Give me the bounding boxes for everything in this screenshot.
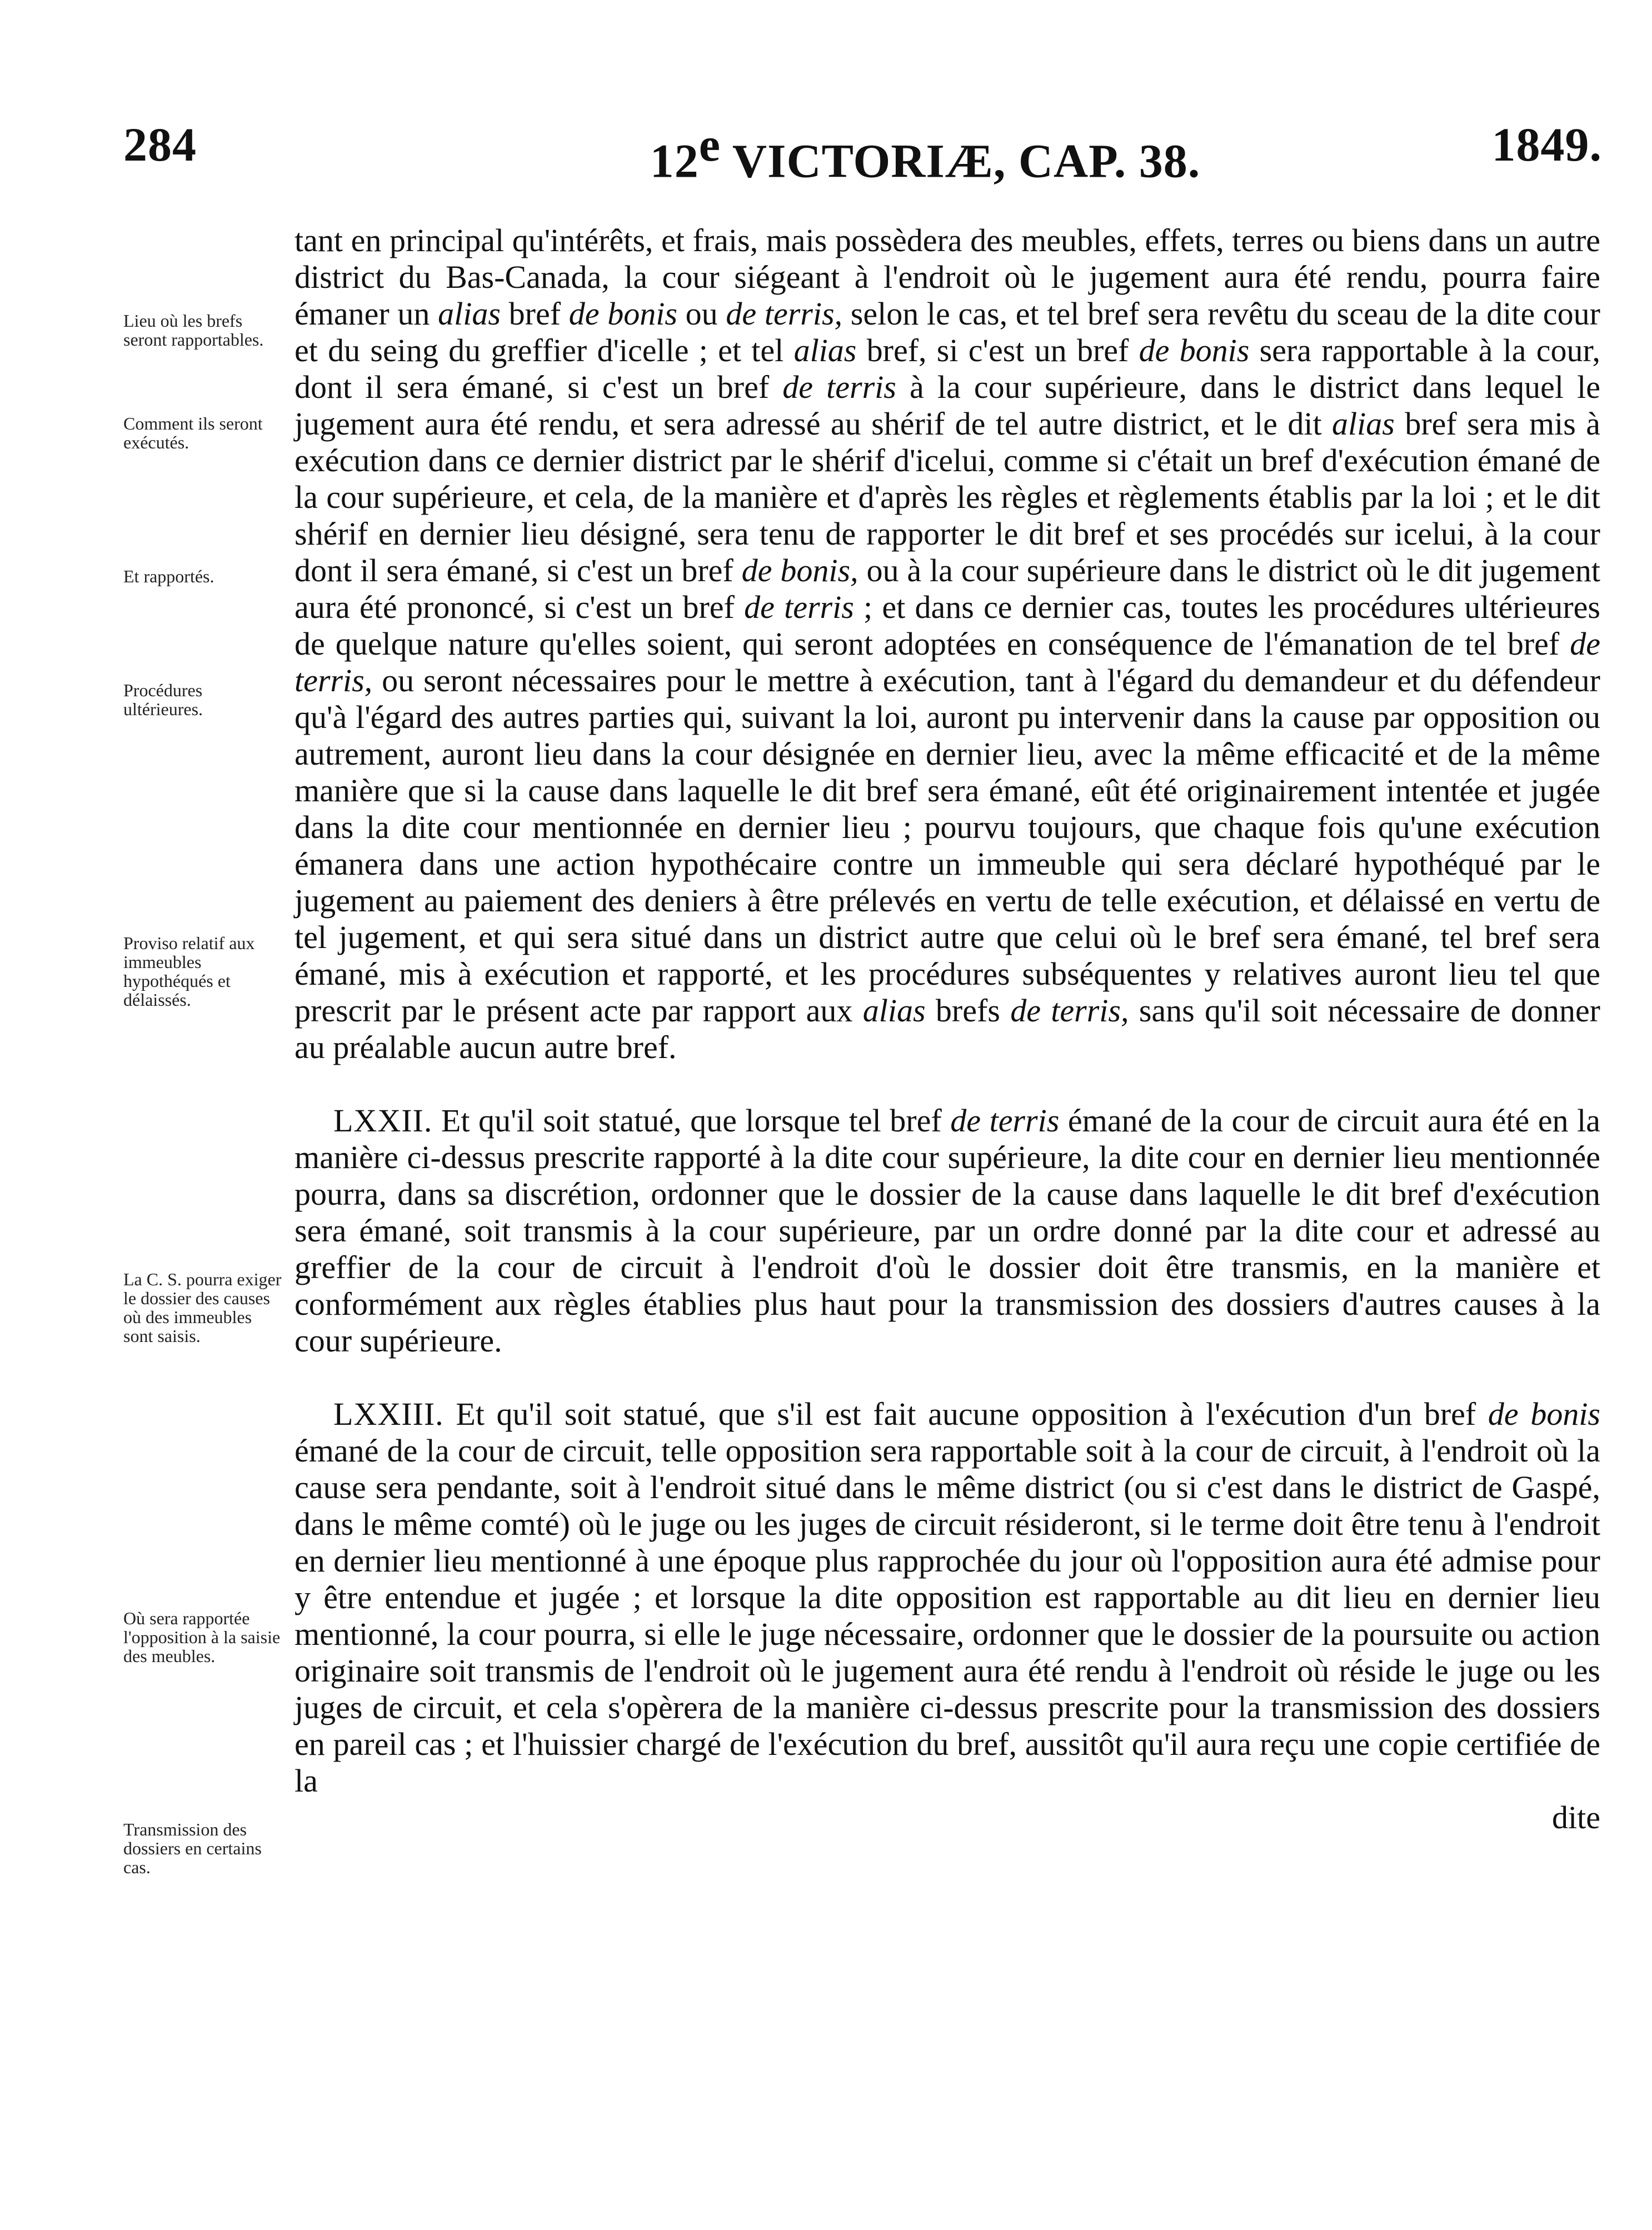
title-ordinal: e: [698, 118, 721, 171]
margin-note: La C. S. pourra exiger le dossier des causes où des immeubles sont saisis.: [123, 1269, 282, 1346]
section-lxxiii: LXXIII. Et qu'il soit statué, que s'il est fait aucune opposition à l'exécution d'un bref de bonis émané de la cour de circuit, telle opposition sera rapportable soit à la cour de circuit, à l'endroit où la cause sera pendante, soit à l'endroit situé dans le même district (ou si c'est dans le district de Gaspé, dans le même comté) où le juge ou les juges de circuit résideront, si le terme doit être tenu à l'endroit en dernier lieu mentionné à une époque plus rapprochée du jour où l'opposition aura été admise pour y être entendue et jugée ; et lorsque la dite opposition est rapportable au dit lieu en dernier lieu mentionné, la cour pourra, si elle le juge nécessaire, ordonner que le dossier de la poursuite ou action originaire soit transmis de l'endroit où le jugement aura été rendu à l'endroit où réside le juge ou les juges de circuit, et cela s'opèrera de la manière ci-dessus prescrite pour la transmission des dossiers en pareil cas ; et l'huissier chargé de l'exécution du bref, aussitôt qu'il aura reçu une copie certifiée de la: [295, 1396, 1601, 1799]
title-prefix: 12: [650, 134, 699, 188]
page-number: 284: [123, 118, 197, 171]
margin-note: Transmission des dossiers en certains cas.: [123, 1819, 262, 1877]
body-text: [295, 222, 1600, 1836]
margin-note: Où sera rapportée l'opposition à la saisie des meubles.: [123, 1608, 281, 1666]
margin-note: Proviso relatif aux immeubles hypothéqués et délaissés.: [123, 933, 255, 1010]
running-header: [123, 117, 1602, 188]
margin-note: Et rapportés.: [123, 566, 214, 586]
section-number: LXXII.: [333, 1102, 433, 1139]
section-number: LXXIII.: [333, 1396, 444, 1432]
margin-note: Procédures ultérieures.: [123, 680, 203, 719]
running-title: [620, 117, 1231, 189]
margin-note: Comment ils seront exécutés.: [123, 413, 263, 452]
catchword: dite: [1552, 1799, 1600, 1835]
paragraph-continuation: tant en principal qu'intérêts, et frais, mais possèdera des meubles, effets, terres ou biens dans un autre district du Bas-Canada, la cour siégeant à l'endroit où le jugement aura été rendu, pourra faire émaner un alias bref de bonis ou de terris, selon le cas, et tel bref sera revêtu du sceau de la dite cour et du seing du greffier d'icelle ; et tel alias bref, si c'est un bref de bonis sera rapportable à la cour, dont il sera émané, si c'est un bref de terris à la cour supérieure, dans le district dans lequel le jugement aura été rendu, et sera adressé au shérif de tel autre district, et le dit alias bref sera mis à exécution dans ce dernier district par le shérif d'icelui, comme si c'était un bref d'exécution émané de la cour supérieure, et cela, de la manière et d'après les règles et règlements établis par la loi ; et le dit shérif en dernier lieu désigné, sera tenu de rapporter le dit bref et ses procédés sur icelui, à la cour dont il sera émané, si c'est un bref de bonis, ou à la cour supérieure dans le district où le dit jugement aura été prononcé, si c'est un bref de terris ; et dans ce dernier cas, toutes les procédures ultérieures de quelque nature qu'elles soient, qui seront adoptées en conséquence de l'émanation de tel bref de terris, ou seront nécessaires pour le mettre à exécution, tant à l'égard du demandeur et du défendeur qu'à l'égard des autres parties qui, suivant la loi, auront pu intervenir dans la cause par opposition ou autrement, auront lieu dans la cour désignée en dernier lieu, avec la même efficacité et de la même manière que si la cause dans laquelle le dit bref sera émané, eût été originairement intentée et jugée dans la dite cour mentionnée en dernier lieu ; pourvu toujours, que chaque fois qu'une exécution émanera dans une action hypothécaire contre un immeuble qui sera déclaré hypothéqué par le jugement au paiement des deniers à être prélevés en vertu de telle exécution, et délaissé en vertu de tel jugement, et qui sera situé dans un district autre que celui où le bref sera émané, tel bref sera émané, mis à exécution et rapporté, et les procédures subséquentes y relatives auront lieu tel que prescrit par le présent acte par rapport aux alias brefs de terris, sans qu'il soit nécessaire de donner au préalable aucun autre bref.: [295, 222, 1601, 1065]
margin-note: Lieu où les brefs seront rapportables.: [123, 311, 264, 350]
year: 1849.: [1491, 118, 1602, 171]
section-lxxii: LXXII. Et qu'il soit statué, que lorsque tel bref de terris émané de la cour de circuit aura été en la manière ci-dessus prescrite rapporté à la dite cour supérieure, la dite cour en dernier lieu mentionnée pourra, dans sa discrétion, ordonner que le dossier de la cause dans laquelle le dit bref d'exécution sera émané, soit transmis à la cour supérieure, par un ordre donné par la dite cour et adressé au greffier de la cour de circuit à l'endroit d'où le dossier doit être transmis, en la manière et conformément aux règles établies plus haut pour la transmission des dossiers d'autres causes à la cour supérieure.: [295, 1102, 1601, 1359]
title-rest: VICTORIÆ, CAP. 38.: [720, 134, 1201, 188]
